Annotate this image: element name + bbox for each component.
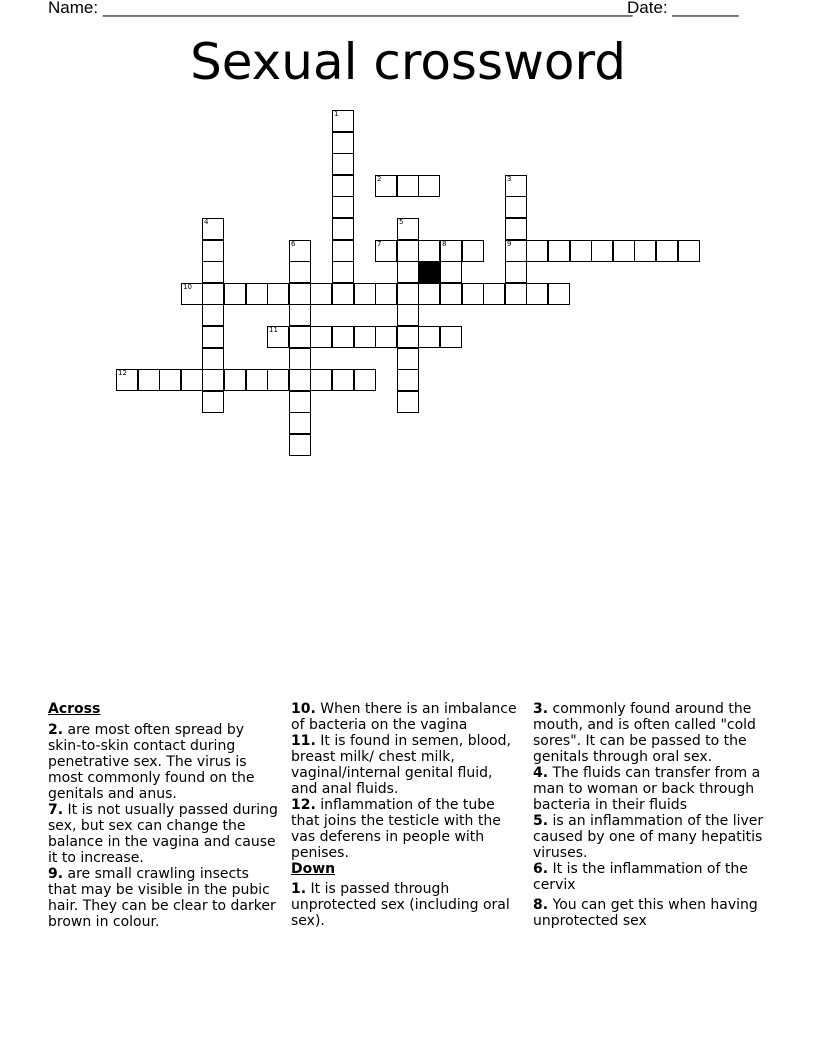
cell-number: 6 <box>291 240 296 248</box>
grid-cell[interactable] <box>310 283 332 305</box>
grid-cell[interactable] <box>159 369 181 391</box>
grid-cell[interactable] <box>246 369 268 391</box>
cell-number: 2 <box>377 175 382 183</box>
grid-cell[interactable] <box>418 175 440 197</box>
grid-cell[interactable] <box>354 369 376 391</box>
grid-cell[interactable] <box>548 283 570 305</box>
grid-cell[interactable] <box>181 283 203 305</box>
clue-down-5: 5. is an inflammation of the liver caused by one of many hepatitis viruses. <box>533 813 764 861</box>
clue-across-2: 2. are most often spread by skin-to-skin contact during penetrative sex. The virus is most commonly found on the genitals and anus. <box>48 722 255 802</box>
grid-cell[interactable] <box>440 240 462 262</box>
grid-cell[interactable] <box>397 175 419 197</box>
clues-column-1 <box>48 701 280 930</box>
clue-down-8: 8. You can get this when having unprotected sex <box>533 897 758 929</box>
grid-cell[interactable] <box>202 391 224 413</box>
grid-cell[interactable] <box>440 326 462 348</box>
cell-number: 11 <box>269 326 278 334</box>
clue-down-4: 4. The fluids can transfer from a man to woman or back through bacteria in their fluids <box>533 765 761 813</box>
grid-cell[interactable] <box>267 369 289 391</box>
grid-cell[interactable] <box>202 369 224 391</box>
clue-across-9: 9. are small crawling insects that may be visible in the pubic hair. They can be clear to darker brown in colour. <box>48 866 276 930</box>
grid-cell[interactable] <box>397 240 419 262</box>
grid-cell[interactable] <box>354 283 376 305</box>
grid-cell[interactable] <box>526 240 548 262</box>
grid-cell[interactable] <box>656 240 678 262</box>
grid-cell[interactable] <box>397 261 419 283</box>
grid-cell[interactable] <box>332 175 354 197</box>
grid-cell[interactable] <box>397 218 419 240</box>
grid-cell[interactable] <box>202 326 224 348</box>
grid-cell[interactable] <box>332 369 354 391</box>
grid-cell[interactable] <box>310 326 332 348</box>
grid-cell[interactable] <box>289 304 311 326</box>
grid-cell[interactable] <box>505 196 527 218</box>
name-line[interactable]: ________________________________________________________ <box>102 0 633 17</box>
grid-cell[interactable] <box>289 369 311 391</box>
grid-cell[interactable] <box>138 369 160 391</box>
grid-cell[interactable] <box>267 283 289 305</box>
cell-number: 3 <box>507 175 512 183</box>
clue-down-3: 3. commonly found around the mouth, and is often called "cold sores". It can be passed to the genitals through oral sex. <box>533 701 756 765</box>
date-line[interactable]: _______ <box>672 0 739 17</box>
grid-cell[interactable] <box>202 283 224 305</box>
grid-cell[interactable] <box>289 240 311 262</box>
crossword-grid <box>0 0 816 480</box>
cell-number: 10 <box>183 283 192 291</box>
grid-cell[interactable] <box>332 153 354 175</box>
grid-cell[interactable] <box>289 326 311 348</box>
clue-down-6: 6. It is the inflammation of the cervix <box>533 861 748 893</box>
grid-cell[interactable] <box>440 283 462 305</box>
grid-cell[interactable] <box>397 283 419 305</box>
clues-column-2 <box>291 701 523 929</box>
grid-cell[interactable] <box>289 434 311 456</box>
grid-cell[interactable] <box>375 326 397 348</box>
grid-cell[interactable] <box>570 240 592 262</box>
grid-cell[interactable] <box>332 240 354 262</box>
grid-cell[interactable] <box>375 283 397 305</box>
grid-cell[interactable] <box>332 283 354 305</box>
grid-cell[interactable] <box>181 369 203 391</box>
grid-cell[interactable] <box>332 132 354 154</box>
grid-cell[interactable] <box>548 240 570 262</box>
grid-cell[interactable] <box>526 283 548 305</box>
grid-cell[interactable] <box>224 369 246 391</box>
grid-cell[interactable] <box>246 283 268 305</box>
grid-cell[interactable] <box>202 240 224 262</box>
grid-cell[interactable] <box>505 175 527 197</box>
grid-cell[interactable] <box>202 348 224 370</box>
grid-cell[interactable] <box>505 218 527 240</box>
grid-cell[interactable] <box>613 240 635 262</box>
clue-across-12: 12. inflammation of the tube that joins the testicle with the vas deferens in people with penises. <box>291 797 501 861</box>
cell-number: 4 <box>204 218 209 226</box>
grid-cell[interactable] <box>397 348 419 370</box>
grid-cell[interactable] <box>397 304 419 326</box>
grid-cell[interactable] <box>202 261 224 283</box>
grid-cell[interactable] <box>462 283 484 305</box>
grid-cell[interactable] <box>289 348 311 370</box>
grid-cell[interactable] <box>505 283 527 305</box>
grid-cell[interactable] <box>418 240 440 262</box>
grid-cell[interactable] <box>116 369 138 391</box>
grid-cell[interactable] <box>634 240 656 262</box>
clue-down-1: 1. It is passed through unprotected sex (including oral sex). <box>291 881 510 929</box>
grid-cell[interactable] <box>332 261 354 283</box>
grid-cell[interactable] <box>462 240 484 262</box>
cell-number: 5 <box>399 218 404 226</box>
grid-cell[interactable] <box>397 369 419 391</box>
grid-cell[interactable] <box>375 240 397 262</box>
clue-across-10: 10. When there is an imbalance of bacteria on the vagina <box>291 701 517 733</box>
date-label: Date: <box>627 0 668 17</box>
grid-cell[interactable] <box>289 391 311 413</box>
grid-cell[interactable] <box>267 326 289 348</box>
cell-number: 1 <box>334 110 339 118</box>
grid-cell[interactable] <box>289 412 311 434</box>
grid-cell[interactable] <box>354 326 376 348</box>
grid-cell[interactable] <box>418 283 440 305</box>
grid-cell[interactable] <box>397 326 419 348</box>
grid-cell[interactable] <box>483 283 505 305</box>
grid-cell[interactable] <box>332 218 354 240</box>
clues-column-3 <box>533 701 773 929</box>
clue-across-11: 11. It is found in semen, blood, breast milk/ chest milk, vaginal/internal genital fluid, and anal fluids. <box>291 733 511 797</box>
grid-cell[interactable] <box>505 261 527 283</box>
grid-cell[interactable] <box>202 304 224 326</box>
grid-cell[interactable] <box>332 196 354 218</box>
cell-number: 7 <box>377 240 382 248</box>
cell-number: 12 <box>118 369 127 377</box>
clue-across-7: 7. It is not usually passed during sex, but sex can change the balance in the vagina and cause it to increase. <box>48 802 278 866</box>
grid-cell[interactable] <box>375 175 397 197</box>
cell-number: 9 <box>507 240 512 248</box>
grid-cell[interactable] <box>591 240 613 262</box>
down-heading: Down <box>291 861 336 877</box>
cell-number: 8 <box>442 240 447 248</box>
grid-cell[interactable] <box>397 391 419 413</box>
grid-cell[interactable] <box>332 110 354 132</box>
grid-cell[interactable] <box>202 218 224 240</box>
grid-cell[interactable] <box>289 283 311 305</box>
black-square <box>418 261 440 283</box>
page-title: Sexual crossword <box>190 33 626 91</box>
grid-cell[interactable] <box>310 369 332 391</box>
grid-cell[interactable] <box>224 283 246 305</box>
grid-cell[interactable] <box>332 326 354 348</box>
across-heading: Across <box>48 701 101 717</box>
name-label: Name: <box>48 0 99 17</box>
grid-cell[interactable] <box>678 240 700 262</box>
grid-cell[interactable] <box>418 326 440 348</box>
grid-cell[interactable] <box>505 240 527 262</box>
grid-cell[interactable] <box>440 261 462 283</box>
grid-cell[interactable] <box>289 261 311 283</box>
